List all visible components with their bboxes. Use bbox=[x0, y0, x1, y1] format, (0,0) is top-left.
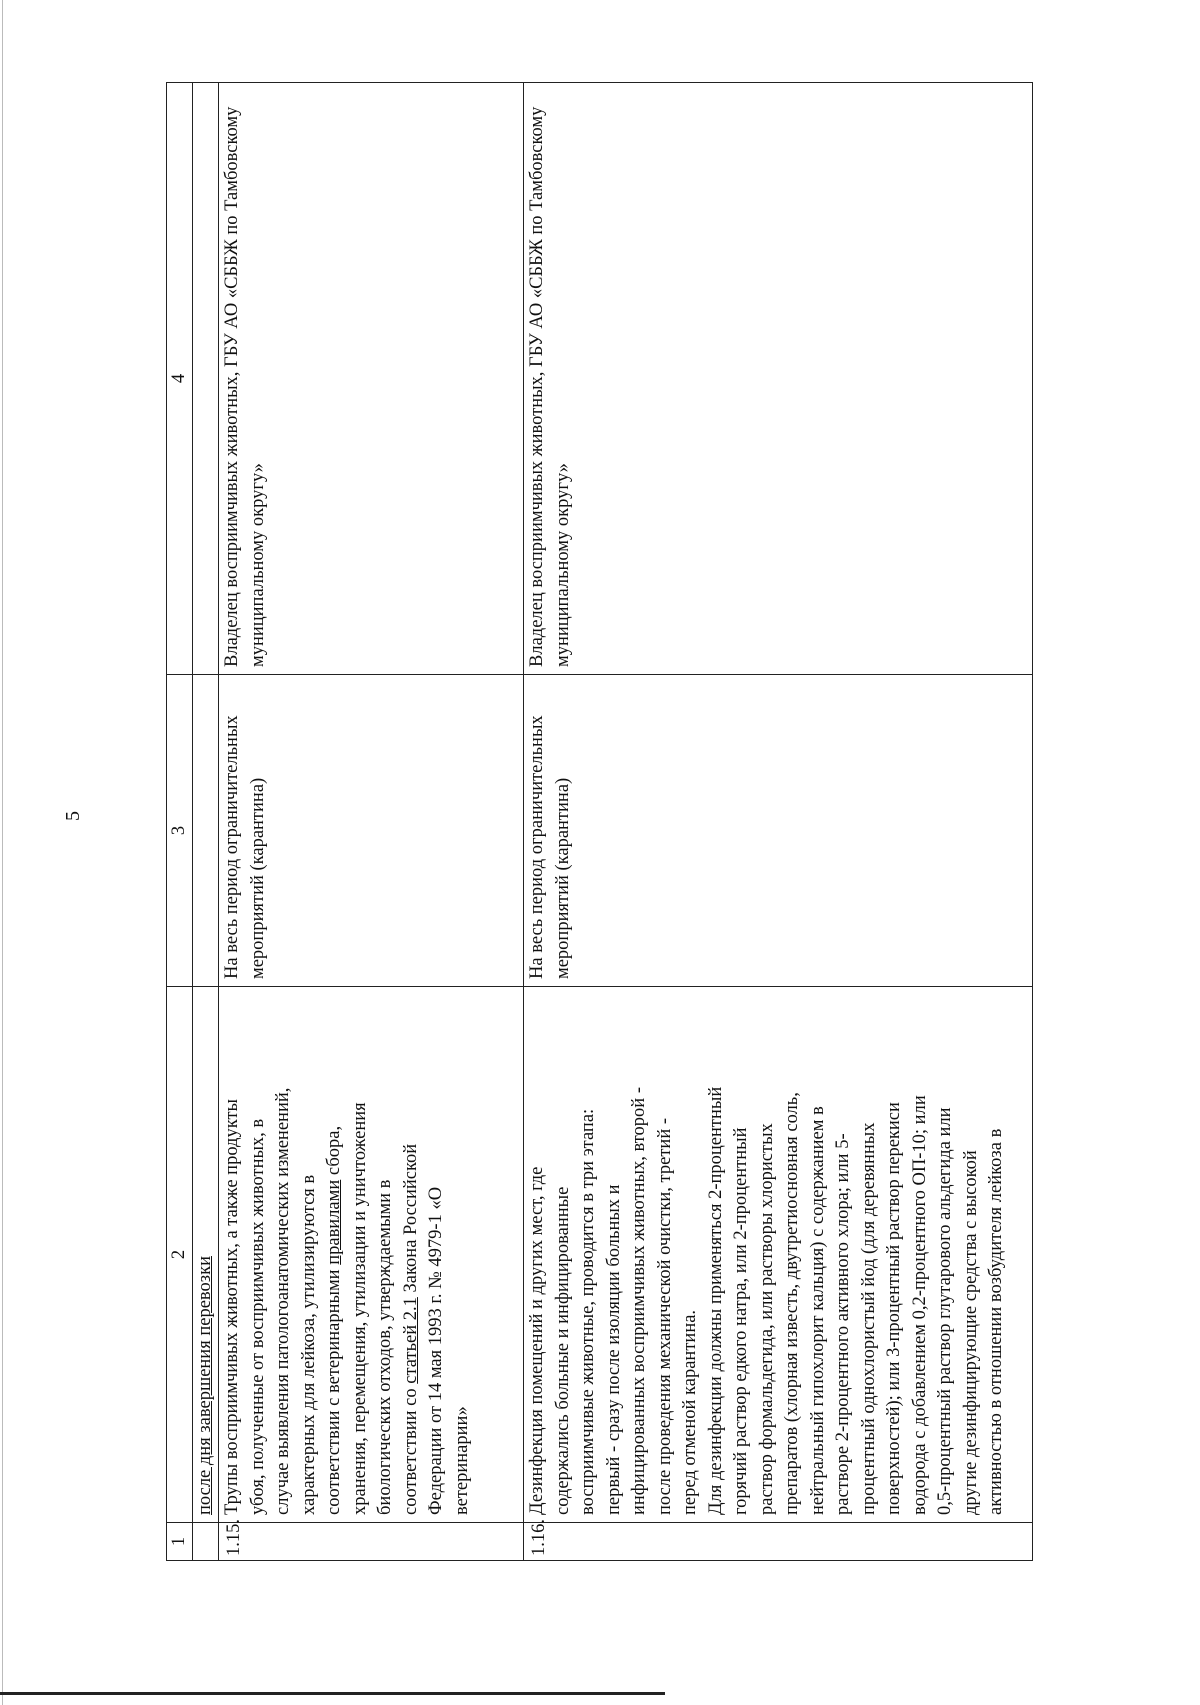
table-header-row bbox=[167, 83, 193, 1561]
continuation-responsible-cell bbox=[193, 83, 219, 675]
scan-margin-line bbox=[2, 0, 3, 1705]
action-line: сбора, bbox=[324, 1125, 344, 1180]
action-line: соответствии со bbox=[400, 1383, 421, 1515]
period-cell: На весь период ограничительных мероприятий (карантина) bbox=[219, 675, 524, 987]
continuation-row bbox=[193, 83, 219, 1561]
action-line: хранения, перемещения, утилизации и уничтожения bbox=[349, 1102, 370, 1515]
table-row bbox=[524, 83, 1033, 1561]
action-line: после проведения механической очистки, третий - bbox=[654, 1117, 675, 1515]
row-number: 1.15. bbox=[219, 1523, 524, 1561]
action-line: Для дезинфекции должны применяться 2-процентный bbox=[705, 1086, 726, 1515]
action-cell bbox=[219, 987, 524, 1523]
action-line: горячий раствор едкого натра, или 2-процентный bbox=[731, 1127, 751, 1515]
header-col-3: 3 bbox=[167, 675, 193, 987]
page-number: 5 bbox=[62, 811, 84, 821]
row-number: 1.16. bbox=[524, 1523, 1033, 1561]
action-line: Дезинфекция помещений и других мест, где bbox=[527, 1166, 547, 1515]
responsible-cell: Владелец восприимчивых животных, ГБУ АО «СББЖ по Тамбовскому муниципальному округу» bbox=[524, 83, 1033, 675]
action-line: биологических отходов, утверждаемыми в bbox=[375, 1179, 395, 1515]
scan-bottom-edge bbox=[0, 1692, 665, 1695]
action-line: восприимчивые животные, проводится в три этапа: bbox=[578, 1108, 598, 1515]
action-line: характерных для лейкоза, утилизируются в bbox=[298, 1174, 319, 1515]
responsible-cell: Владелец восприимчивых животных, ГБУ АО «СББЖ по Тамбовскому муниципальному округу» bbox=[219, 83, 524, 675]
continuation-period-cell bbox=[193, 675, 219, 987]
action-line: убоя, полученные от восприимчивых животных, в bbox=[247, 1118, 268, 1515]
action-cell bbox=[524, 987, 1033, 1523]
action-line: содержались больные и инфицированные bbox=[552, 1186, 573, 1515]
action-line: раствор формальдегида, или растворы хлористых bbox=[756, 1123, 777, 1515]
action-line: ветеринарии» bbox=[451, 1406, 472, 1515]
action-line: инфицированных восприимчивых животных, второй - bbox=[629, 1087, 649, 1515]
table-row bbox=[219, 83, 524, 1561]
action-line: другие дезинфицирующие средства с высокой bbox=[960, 1150, 981, 1515]
period-cell: На весь период ограничительных мероприятий (карантина) bbox=[524, 675, 1033, 987]
continuation-text-underlined: после дня завершения перевозки bbox=[195, 1256, 215, 1515]
article-link[interactable]: статьей 2.1 bbox=[400, 1297, 421, 1384]
document-table-rotated bbox=[166, 87, 1100, 1561]
measures-table bbox=[166, 82, 1033, 1561]
header-col-2: 2 bbox=[167, 987, 193, 1523]
continuation-text bbox=[193, 987, 219, 1523]
action-line: процентный однохлористый йод (для деревянных bbox=[858, 1122, 879, 1515]
action-line: поверхностей); или 3-процентный раствор перекиси bbox=[884, 1102, 904, 1515]
header-col-4: 4 bbox=[167, 83, 193, 675]
action-line: Закона Российской bbox=[400, 1143, 421, 1298]
action-line: 0,5-процентный раствор глутарового альдегида или bbox=[935, 1107, 955, 1515]
header-col-1: 1 bbox=[167, 1523, 193, 1561]
rules-link[interactable]: правилами bbox=[324, 1179, 344, 1265]
action-line: Трупы восприимчивых животных, а также продукты bbox=[222, 1099, 242, 1515]
action-line: препаратов (хлорная известь, двутретиосновная соль, bbox=[782, 1092, 802, 1515]
action-line: водорода с добавлением 0,2-процентного ОП-10; или bbox=[909, 1095, 930, 1515]
action-line: случае выявления патологоанатомических изменений, bbox=[273, 1087, 293, 1515]
action-line: соответствии с ветеринарными bbox=[324, 1264, 344, 1515]
action-line: активностью в отношении возбудителя лейкоза в bbox=[986, 1128, 1006, 1515]
action-line: Федерации от 14 мая 1993 г. № 4979-1 «О bbox=[426, 1186, 446, 1515]
action-line: первый - сразу после изоляции больных и bbox=[603, 1184, 624, 1515]
action-line: перед отменой карантина. bbox=[680, 1309, 700, 1515]
action-line: нейтральный гипохлорит кальция) с содержанием в bbox=[807, 1106, 828, 1515]
continuation-num-cell bbox=[193, 1523, 219, 1561]
action-line: растворе 2-процентного активного хлора; или 5- bbox=[833, 1133, 853, 1515]
